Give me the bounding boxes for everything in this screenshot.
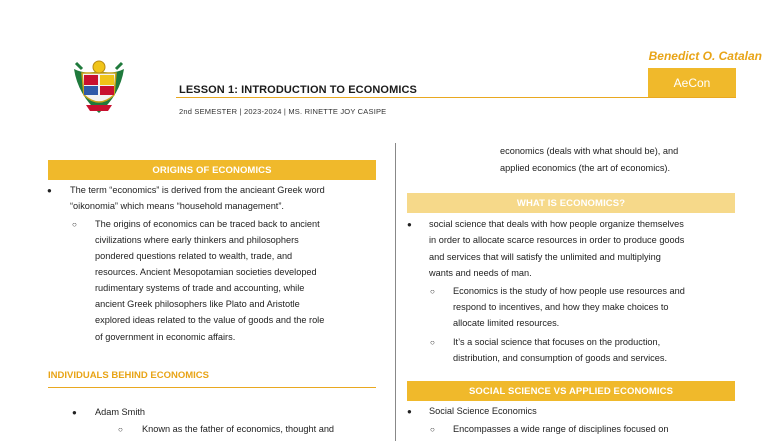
social-bullet: Social Science Economics <box>429 406 537 416</box>
what-sub1-line1: Economics is the study of how people use resources and <box>453 286 685 296</box>
origins-bullet-line2: “oikonomia” which means “household management”. <box>70 201 284 211</box>
origins-bullet-line1: The term “economics” is derived from the ancieant Greek word <box>70 185 325 195</box>
section-individuals-heading: INDIVIDUALS BEHIND ECONOMICS <box>48 370 209 381</box>
section-what-heading: WHAT IS ECONOMICS? <box>407 193 735 213</box>
sub-bullet-icon: ○ <box>430 287 435 296</box>
bullet-icon: ● <box>407 220 412 229</box>
section-individuals-rule <box>48 387 376 388</box>
bullet-icon: ● <box>47 186 52 195</box>
section-origins-heading: ORIGINS OF ECONOMICS <box>48 160 376 180</box>
continued-line1: economics (deals with what should be), and <box>500 146 679 156</box>
lesson-title: LESSON 1: INTRODUCTION TO ECONOMICS <box>179 84 417 96</box>
what-sub2-line1: It’s a social science that focuses on the production, <box>453 337 661 347</box>
course-tag: AeCon <box>648 68 736 98</box>
lesson-subtitle: 2nd SEMESTER | 2023-2024 | MS. RINETTE JOY CASIPE <box>179 107 387 116</box>
header-rule <box>176 97 736 98</box>
what-bullet-line3: and services that will satisfy the unlimited and multiplying <box>429 252 661 262</box>
what-bullet-line4: wants and needs of man. <box>429 268 532 278</box>
what-bullet-line1: social science that deals with how people organize themselves <box>429 219 684 229</box>
person-adam-smith: Adam Smith <box>95 407 146 417</box>
section-social-heading: SOCIAL SCIENCE VS APPLIED ECONOMICS <box>407 381 735 401</box>
origins-sub-line5: rudimentary systems of trade and accounting, while <box>95 283 305 293</box>
bullet-icon: ● <box>407 407 412 416</box>
person-adam-smith-desc: Known as the father of economics, thought and <box>142 424 335 434</box>
origins-sub-line6: ancient Greek philosophers like Plato and Aristotle <box>95 299 300 309</box>
origins-sub-line7: explored ideas related to the value of goods and the role <box>95 315 325 325</box>
sub-bullet-icon: ○ <box>118 425 123 434</box>
what-sub1-line2: respond to incentives, and how they make choices to <box>453 302 669 312</box>
origins-sub-line8: of government in economic affairs. <box>95 332 236 342</box>
sub-bullet-icon: ○ <box>430 338 435 347</box>
social-sub-line1: Encompasses a wide range of disciplines focused on <box>453 424 669 434</box>
school-crest-logo <box>68 55 130 117</box>
column-divider <box>395 143 396 441</box>
origins-sub-line1: The origins of economics can be traced back to ancient <box>95 219 320 229</box>
bullet-icon: ● <box>72 408 77 417</box>
sub-bullet-icon: ○ <box>430 425 435 434</box>
origins-sub-line4: resources. Ancient Mesopotamian societies developed <box>95 267 317 277</box>
continued-line2: applied economics (the art of economics). <box>500 163 671 173</box>
origins-sub-line3: pondered questions related to wealth, trade, and <box>95 251 293 261</box>
origins-sub-line2: civilizations where early thinkers and philosophers <box>95 235 299 245</box>
sub-bullet-icon: ○ <box>72 220 77 229</box>
author-name: Benedict O. Catalan <box>648 49 762 63</box>
what-sub1-line3: allocate limited resources. <box>453 318 560 328</box>
what-sub2-line2: distribution, and consumption of goods and services. <box>453 353 667 363</box>
what-bullet-line2: in order to allocate scarce resources in order to produce goods <box>429 235 685 245</box>
